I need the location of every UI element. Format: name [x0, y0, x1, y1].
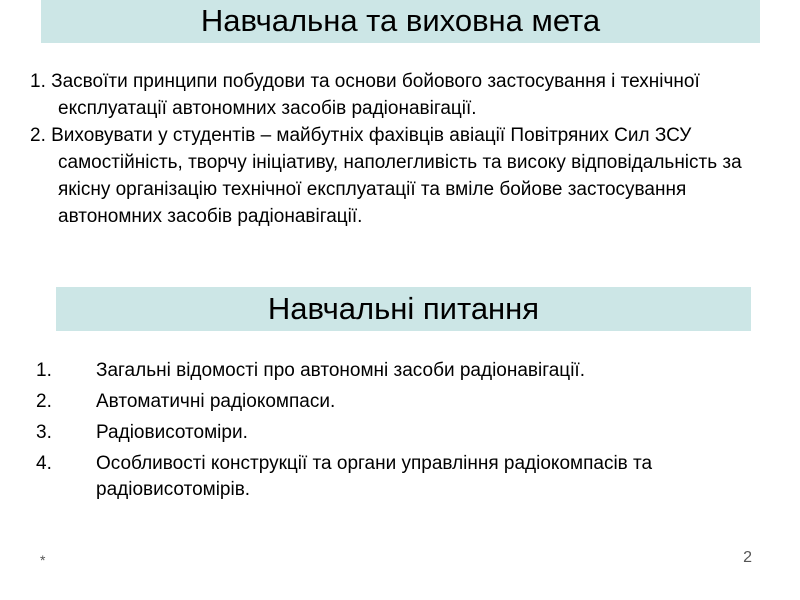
page-number: 2	[743, 549, 752, 566]
goal-item	[30, 122, 790, 230]
goal-item	[30, 68, 790, 122]
topic-item	[36, 389, 776, 415]
topic-number: 3.	[36, 422, 52, 443]
topics-title-banner	[56, 287, 751, 331]
topic-item	[36, 451, 776, 503]
topic-number: 2.	[36, 391, 52, 412]
topic-text: Загальні відомості про автономні засоби радіонавігації.	[96, 360, 585, 381]
topic-text: Особливості конструкції та органи управління радіокомпасів та радіовисотомірів.	[96, 453, 653, 500]
topics-title: Навчальні питання	[267, 291, 540, 326]
topic-number: 4.	[36, 453, 52, 474]
topic-number: 1.	[36, 360, 52, 381]
topic-text: Радіовисотоміри.	[96, 422, 248, 443]
topic-text: Автоматичні радіокомпаси.	[96, 391, 336, 412]
goals-title-banner	[41, 0, 760, 43]
footer-mark: *	[40, 552, 46, 568]
topic-item	[36, 358, 776, 384]
topic-item	[36, 420, 776, 446]
goals-list	[30, 68, 790, 230]
goals-title: Навчальна та виховна мета	[200, 3, 601, 38]
goal-text: 2. Виховувати у студентів – майбутніх фахівців авіації Повітряних Сил ЗСУ самостійність, творчу ініціативу, наполегливість та високу відповідальність за якісну організацію технічної експлуатації та вміле бойове застосування автономних засобів радіонавігації.	[30, 125, 742, 227]
goal-text: 1. Засвоїти принципи побудови та основи бойового застосування і технічної експлуатації автономних засобів радіонавігації.	[30, 71, 700, 119]
topics-list	[36, 358, 776, 508]
